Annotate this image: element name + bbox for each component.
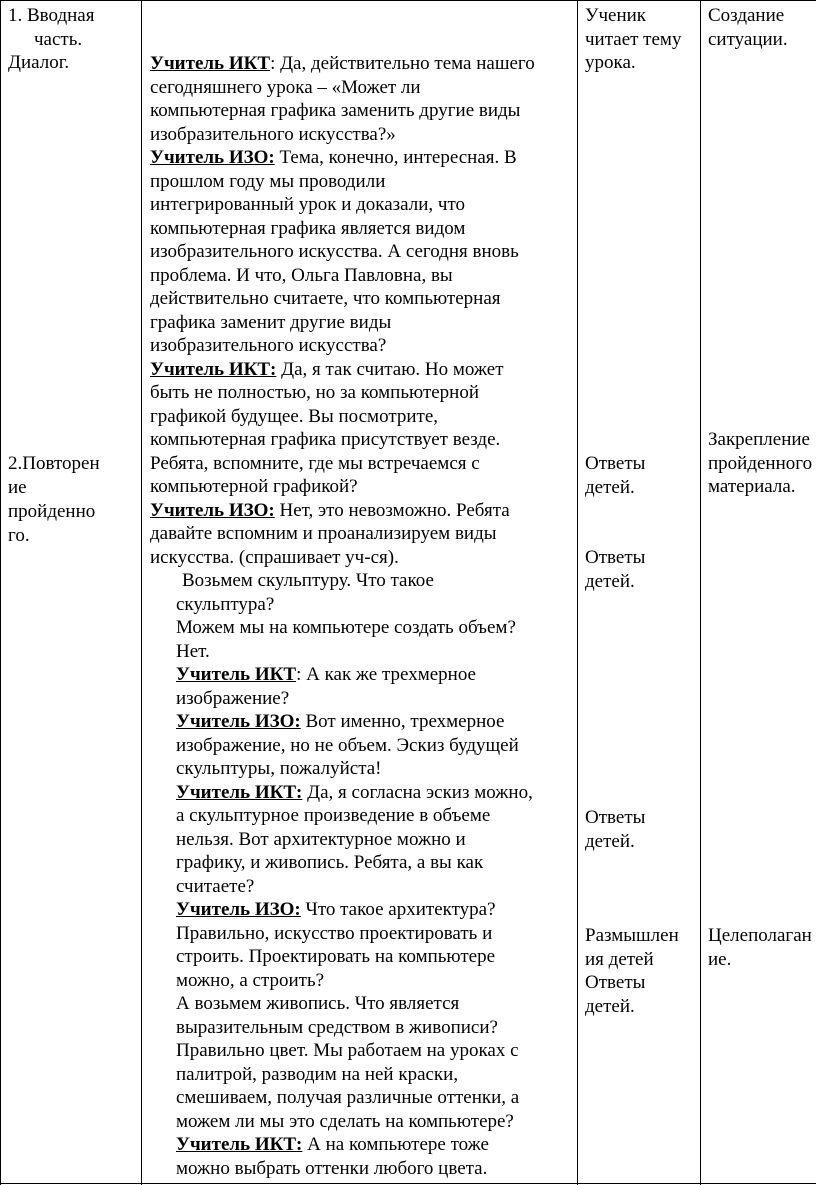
dialogue-text-line: Да, я так считаю. Но может bbox=[276, 358, 504, 380]
speaker-label: Учитель ИКТ: bbox=[176, 1134, 303, 1155]
dialogue-line: можно выбрать оттенки любого цвета. bbox=[176, 1157, 488, 1179]
dialogue-line: считаете? bbox=[176, 875, 255, 897]
dialogue-line: компьютерная графика присутствует везде. bbox=[150, 429, 501, 450]
speaker-label: Учитель ИКТ bbox=[176, 664, 297, 685]
speaker-separator: : bbox=[270, 53, 276, 74]
dialogue-line bbox=[150, 146, 535, 170]
dialogue-text-line: Вот именно, трехмерное bbox=[300, 711, 505, 732]
dialogue-text-line: Нет, это невозможно. Ребята bbox=[274, 499, 510, 521]
goal-line: ие. bbox=[708, 948, 732, 970]
dialogue-line: Правильно цвет. Мы работаем на уроках с bbox=[176, 1040, 519, 1061]
dialogue-line: искусства. (спрашивает уч-ся). bbox=[150, 546, 399, 568]
dialogue-line: изображение? bbox=[176, 687, 290, 709]
student-activity-line: Размышлен bbox=[585, 925, 679, 946]
dialogue-line: интегрированный урок и доказали, что bbox=[150, 194, 466, 215]
speaker-label: Учитель ИКТ: bbox=[150, 358, 277, 380]
dialogue-line: можем ли мы это сделать на компьютере? bbox=[176, 1110, 514, 1132]
speaker-label: Учитель ИЗО: bbox=[176, 899, 301, 920]
dialogue-line: скульптуры, пожалуйста! bbox=[176, 758, 382, 779]
dialogue-line: изобразительного искусства?» bbox=[150, 123, 396, 145]
dialogue-line bbox=[150, 499, 535, 523]
table-left-border bbox=[0, 0, 1, 1185]
stage-review-line: го. bbox=[8, 525, 30, 546]
speaker-label: Учитель ИЗО: bbox=[150, 499, 275, 521]
goal-block bbox=[708, 924, 812, 971]
dialogue-line: Ребята, вспомните, где мы встречаемся с bbox=[150, 452, 480, 474]
dialogue-line bbox=[150, 710, 535, 734]
stage-review bbox=[8, 452, 100, 548]
student-activity-line: урока. bbox=[585, 52, 636, 73]
dialogue-text-line: Да, я согласна эскиз можно, bbox=[302, 781, 533, 803]
dialogue-line bbox=[150, 663, 535, 687]
dialogue-text-line: Тема, конечно, интересная. В bbox=[274, 147, 517, 168]
dialogue-line: Правильно, искусство проектировать и bbox=[176, 922, 493, 944]
dialogue-line: А возьмем живопись. Что является bbox=[176, 993, 460, 1014]
dialogue-line bbox=[150, 1133, 535, 1157]
dialogue-text bbox=[150, 52, 535, 1180]
goal-column bbox=[708, 0, 816, 1185]
student-activity-block bbox=[585, 4, 681, 75]
dialogue-line: Возьмем скульптуру. Что такое bbox=[182, 570, 434, 591]
student-activity-block bbox=[585, 452, 645, 499]
dialogue-line: компьютерная графика заменить другие виды bbox=[150, 100, 521, 121]
dialogue-line bbox=[150, 52, 535, 76]
dialogue-line: компьютерной графикой? bbox=[150, 476, 358, 497]
dialogue-text-line: А как же трехмерное bbox=[301, 664, 476, 685]
column-divider-3 bbox=[700, 0, 701, 1185]
dialogue-line: быть не полностью, но за компьютерной bbox=[150, 382, 480, 403]
dialogue-line: графикой будущее. Вы посмотрите, bbox=[150, 405, 439, 427]
dialogue-line: смешиваем, получая различные оттенки, а bbox=[176, 1087, 520, 1108]
student-activity-line: детей. bbox=[585, 476, 635, 498]
speaker-label: Учитель ИЗО: bbox=[150, 147, 275, 168]
goal-line: пройденного bbox=[708, 452, 813, 474]
student-activity-line: читает тему bbox=[585, 28, 682, 50]
goal-block bbox=[708, 428, 812, 499]
goal-line: Целеполаган bbox=[708, 925, 812, 946]
speaker-separator: : bbox=[296, 664, 302, 685]
speaker-label: Учитель ИКТ: bbox=[176, 781, 303, 803]
dialogue-line: а скульптурное произведение в объеме bbox=[176, 805, 491, 826]
student-activity-block bbox=[585, 546, 645, 593]
goal-line: ситуации. bbox=[708, 28, 788, 50]
dialogue-line: нельзя. Вот архитектурное можно и bbox=[176, 828, 466, 850]
dialogue-line: прошлом году мы проводили bbox=[150, 170, 386, 192]
stage-column bbox=[8, 0, 140, 1185]
column-divider-1 bbox=[141, 0, 142, 1185]
stage-review-line: ие bbox=[8, 477, 27, 498]
dialogue-line: давайте вспомним и проанализируем виды bbox=[150, 523, 497, 544]
student-activity-line: Ответы bbox=[585, 972, 646, 993]
student-activity-line: Ответы bbox=[585, 807, 646, 828]
student-activity-line: Ответы bbox=[585, 547, 646, 568]
stage-intro-line: часть. bbox=[34, 28, 83, 50]
dialogue-line: действительно считаете, что компьютерная bbox=[150, 288, 501, 309]
dialogue-text-line: Что такое архитектура? bbox=[300, 899, 496, 920]
goal-line: материала. bbox=[708, 476, 796, 497]
dialogue-line: проблема. И что, Ольга Павловна, вы bbox=[150, 264, 453, 286]
student-activity-line: ия детей bbox=[585, 948, 654, 970]
student-activity-line: Ответы bbox=[585, 453, 646, 474]
dialogue-line: выразительным средством в живописи? bbox=[176, 1016, 498, 1038]
dialogue-line: скульптура? bbox=[176, 593, 275, 615]
dialogue-line: Можем мы на компьютере создать объем? bbox=[176, 617, 516, 638]
dialogue-column bbox=[150, 0, 576, 1185]
column-divider-2 bbox=[577, 0, 578, 1185]
stage-intro bbox=[8, 4, 94, 75]
dialogue-text-line: Да, действительно тема нашего bbox=[275, 53, 535, 74]
stage-review-line: пройденно bbox=[8, 501, 96, 522]
student-activity-line: детей. bbox=[585, 570, 635, 592]
dialogue-line bbox=[150, 358, 535, 382]
dialogue-text-line: А на компьютере тоже bbox=[302, 1134, 489, 1155]
dialogue-line: изобразительного искусства? bbox=[150, 335, 387, 356]
dialogue-line: компьютерная графика является видом bbox=[150, 217, 466, 239]
dialogue-line: графику, и живопись. Ребята, а вы как bbox=[176, 852, 484, 873]
stage-review-line: 2.Повторен bbox=[8, 453, 100, 474]
student-activity-line: детей. bbox=[585, 830, 635, 852]
stage-intro-line: Диалог. bbox=[8, 52, 70, 73]
speaker-label: Учитель ИЗО: bbox=[176, 711, 301, 732]
student-activity-block bbox=[585, 924, 679, 1018]
dialogue-line: сегодняшнего урока – «Может ли bbox=[150, 76, 421, 98]
dialogue-line bbox=[150, 898, 535, 922]
dialogue-line: изображение, но не объем. Эскиз будущей bbox=[176, 734, 519, 756]
dialogue-line: изобразительного искусства. А сегодня вновь bbox=[150, 241, 519, 262]
dialogue-line: Нет. bbox=[176, 640, 210, 662]
student-activity-column bbox=[585, 0, 699, 1185]
dialogue-line bbox=[150, 781, 535, 805]
student-activity-line: Ученик bbox=[585, 5, 647, 26]
speaker-label: Учитель ИКТ bbox=[150, 53, 271, 74]
student-activity-line: детей. bbox=[585, 995, 635, 1017]
stage-intro-line: 1. Вводная bbox=[8, 5, 95, 26]
dialogue-line: можно, а строить? bbox=[176, 969, 325, 991]
student-activity-block bbox=[585, 806, 645, 853]
goal-line: Закрепление bbox=[708, 429, 810, 450]
goal-block bbox=[708, 4, 788, 51]
dialogue-line: палитрой, разводим на ней краски, bbox=[176, 1063, 459, 1085]
goal-line: Создание bbox=[708, 5, 785, 26]
dialogue-line: графика заменит другие виды bbox=[150, 311, 392, 333]
dialogue-line: строить. Проектировать на компьютере bbox=[176, 946, 496, 967]
